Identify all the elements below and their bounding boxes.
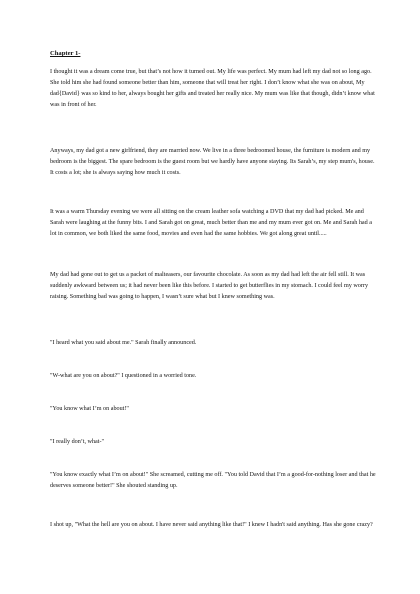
paragraph-6: "W-what are you on about?" I questioned in a worried tone. bbox=[50, 373, 197, 379]
paragraph-1: I thought it was a dream come true, but that’s not how it turned out. My life was perfect. My mum had left my dad not so long ago. She told him she had found someone better than him, someone that will treat her right. I don’t know what she was on about, My dad{David} was so kind to her, always bought her gifts and treated her really nice. My mum was like that though, didn’t know what was in front of her. bbox=[50, 69, 375, 108]
paragraph-8: "I really don’t, what-" bbox=[50, 439, 105, 445]
paragraph-9: "You know exactly what I’m on about!" She screamed, cutting me off. "You told David that I’m a good-for-nothing loser and that he deserves someone better!" She shouted standing up. bbox=[50, 472, 376, 489]
paragraph-5: "I heard what you said about me." Sarah finally announced. bbox=[50, 340, 197, 346]
chapter-heading: Chapter 1- bbox=[50, 50, 81, 57]
paragraph-10: I shot up, "What the hell are you on about. I have never said anything like that!" I knew I hadn't said anything. Has she gone crazy? bbox=[50, 522, 373, 528]
paragraph-7: "You know what I’m on about!" bbox=[50, 406, 129, 412]
paragraph-4: My dad had gone out to get us a packet of malteasers, our favourite chocolate. As soon as my dad had left the air fell still. It was suddenly awkward between us; it had never been like this before. I started to get butterflies in my stomach. I could feel my worry raising. Something bad was going to happen, I wasn’t sure what but I knew something was. bbox=[50, 272, 369, 300]
paragraph-2: Anyways, my dad got a new girlfriend, they are married now. We live in a three bedroomed house, the furniture is modern and my bedroom is the biggest. The spare bedroom is the guest room but we hardly have anyone staying. Its Sarah’s, my step mum's, house. It costs a lot; she is always saying how much it costs. bbox=[50, 148, 375, 176]
paragraph-3: It was a warm Thursday evening we were all sitting on the cream leather sofa watching a DVD that my dad had picked. Me and Sarah were laughing at the funny bits. I and Sarah got on great, much better than me and my mum ever got on. Me and Sarah had a lot in common, we both liked the same food, movies and even had the same hobbies. We got along great until..... bbox=[50, 209, 372, 237]
